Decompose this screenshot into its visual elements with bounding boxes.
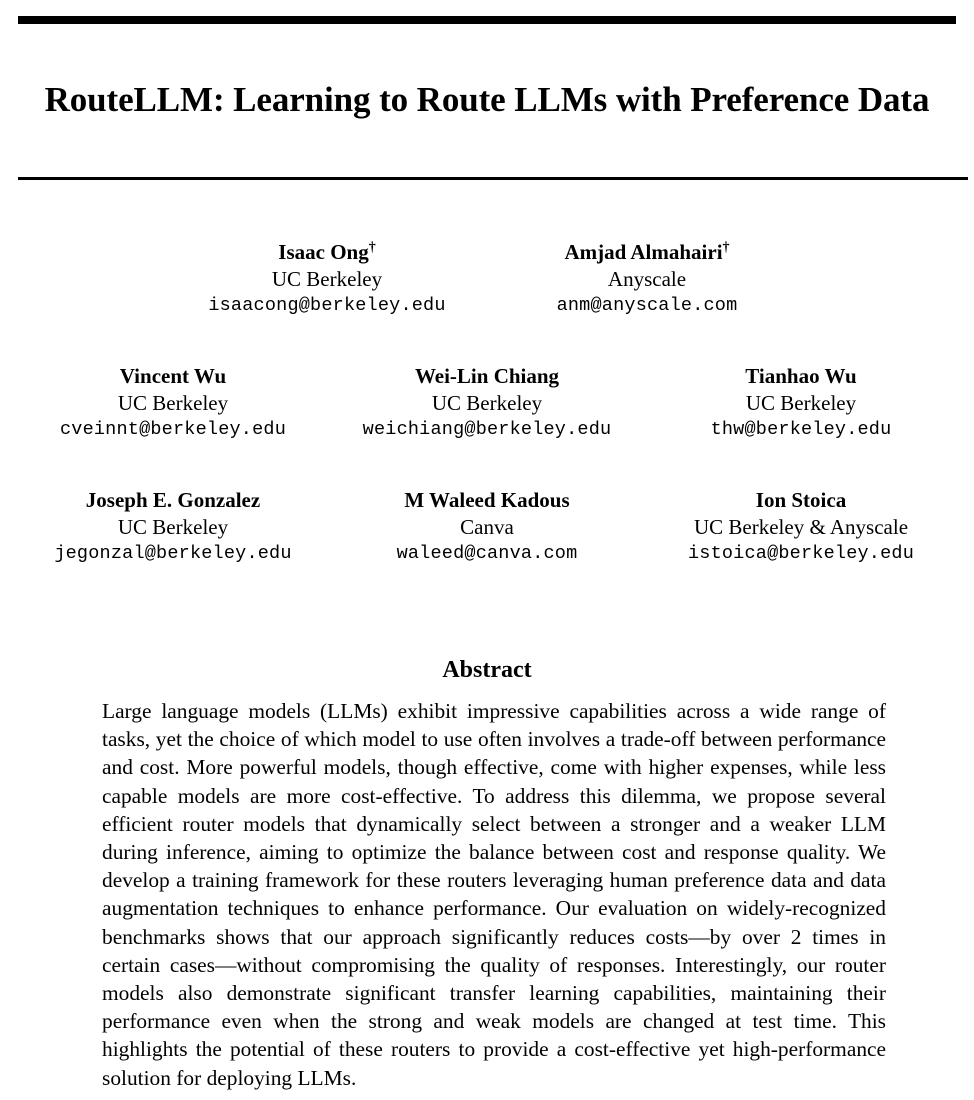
dagger-marker: †	[722, 240, 730, 255]
author-email[interactable]: cveinnt@berkeley.edu	[59, 419, 287, 441]
author-affiliation: UC Berkeley	[271, 266, 383, 291]
abstract-body	[102, 697, 886, 1092]
author-name: Vincent Wu	[119, 363, 227, 388]
abstract-heading: Abstract	[442, 656, 532, 683]
author-entry	[330, 488, 644, 566]
dagger-marker: †	[368, 240, 376, 255]
author-entry	[330, 364, 644, 442]
author-name	[487, 240, 807, 265]
author-email[interactable]: anm@anyscale.com	[556, 295, 738, 317]
author-affiliation: Anyscale	[607, 266, 687, 291]
author-entry	[16, 488, 330, 566]
author-entry	[167, 240, 487, 318]
abstract-paragraph: Large language models (LLMs) exhibit impressive capabilities across a wide range of tasks, yet the choice of which model to use often involves a trade-off between performance and cost. More powerful models, though effective, come with higher expenses, while less capable models are more cost-effective. To address this dilemma, we propose several efficient router models that dynamically select between a stronger and a weaker LLM during inference, aiming to optimize the balance between cost and response quality. We develop a training framework for these routers leveraging human preference data and data augmentation techniques to enhance performance. Our evaluation on widely-recognized benchmarks shows that our approach significantly reduces costs—by over 2 times in certain cases—without compromising the quality of responses. Interestingly, our router models also demonstrate significant transfer learning capabilities, maintaining their performance even when the strong and weak models are changed at test time. This highlights the potential of these routers to provide a cost-effective yet high-performance solution for deploying LLMs.	[102, 699, 886, 1090]
author-email[interactable]: weichiang@berkeley.edu	[362, 419, 612, 441]
author-row	[0, 488, 974, 566]
author-name	[167, 240, 487, 265]
header-rule-thick	[18, 16, 956, 24]
author-email[interactable]: jegonzal@berkeley.edu	[54, 543, 292, 565]
author-affiliation: Canva	[460, 514, 514, 539]
author-name: Joseph E. Gonzalez	[85, 487, 261, 512]
author-name: Wei-Lin Chiang	[414, 363, 560, 388]
author-email[interactable]: thw@berkeley.edu	[710, 419, 892, 441]
author-block	[0, 240, 974, 566]
author-name: Ion Stoica	[755, 487, 847, 512]
author-row	[0, 364, 974, 442]
author-row	[0, 240, 974, 318]
page-title: RouteLLM: Learning to Route LLMs with Preference Data	[44, 80, 930, 120]
author-affiliation: UC Berkeley	[431, 390, 543, 415]
author-name-text: Isaac Ong	[278, 240, 369, 264]
author-email[interactable]: waleed@canva.com	[396, 543, 578, 565]
author-entry	[16, 364, 330, 442]
author-affiliation: UC Berkeley	[117, 390, 229, 415]
author-entry	[644, 364, 958, 442]
author-entry	[487, 240, 807, 318]
author-affiliation: UC Berkeley	[117, 514, 229, 539]
author-name-text: Amjad Almahairi	[564, 240, 723, 264]
author-name: M Waleed Kadous	[404, 487, 570, 512]
author-entry	[644, 488, 958, 566]
author-email[interactable]: istoica@berkeley.edu	[687, 543, 915, 565]
author-affiliation: UC Berkeley	[745, 390, 857, 415]
header-rule-thin	[18, 177, 968, 180]
author-email[interactable]: isaacong@berkeley.edu	[208, 295, 446, 317]
author-affiliation: UC Berkeley & Anyscale	[693, 514, 909, 539]
author-name: Tianhao Wu	[745, 363, 857, 388]
